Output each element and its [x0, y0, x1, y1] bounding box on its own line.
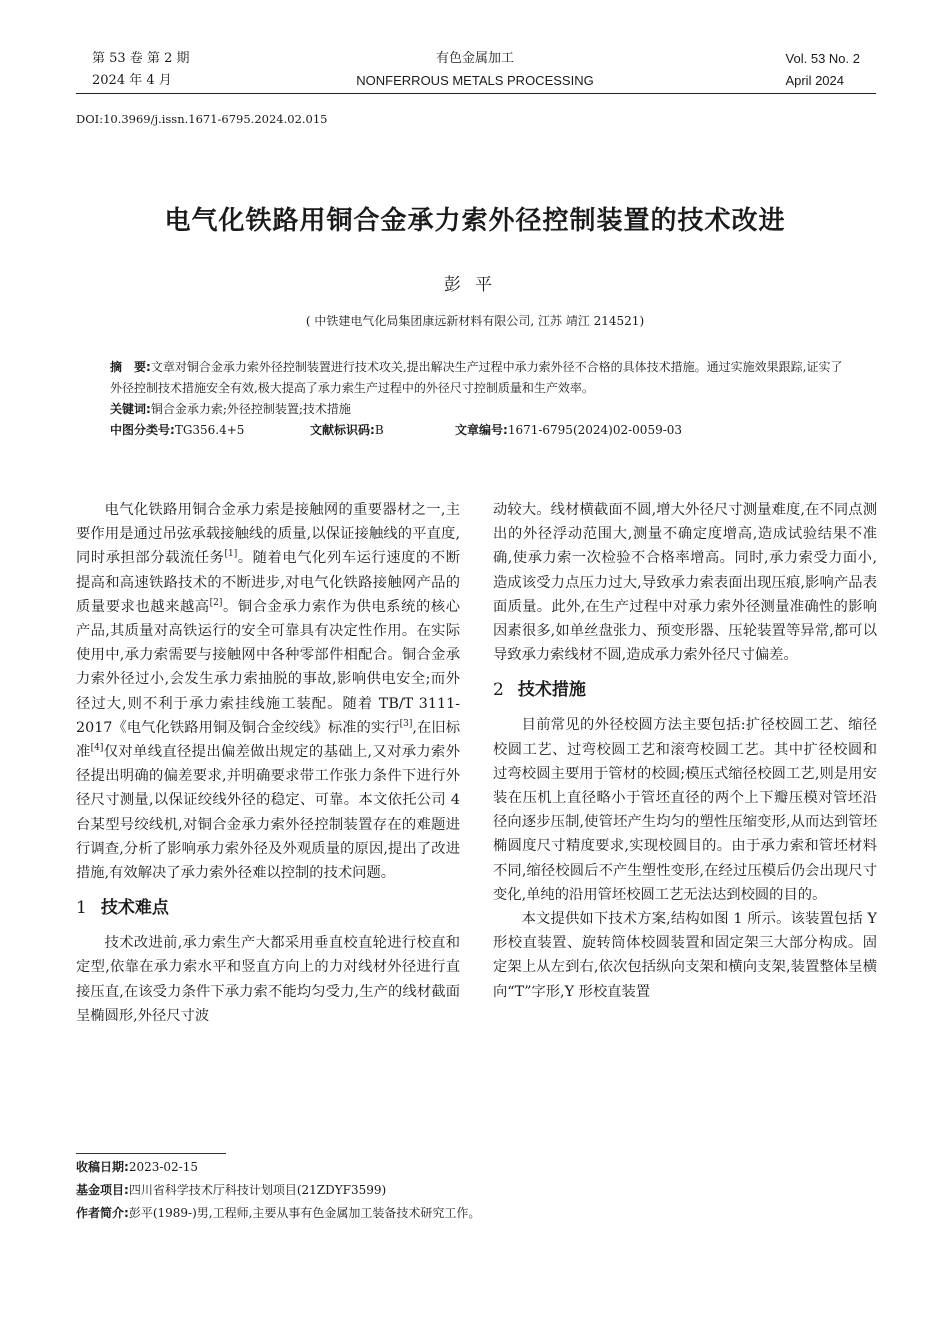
fund-project	[76, 1179, 480, 1202]
section-2-paragraph-2: 本文提供如下技术方案,结构如图 1 所示。该装置包括 Y 形校直装置、旋转筒体校圆装置和固定架三大部分构成。固定架上从左到右,依次包括纵向支架和横向支架,装置整体呈横向“T”字形,Y 形校直装置	[493, 911, 877, 1000]
author-name: 彭平	[444, 275, 506, 295]
section-1-title: 技术难点	[100, 898, 169, 919]
volume-issue-en: Vol. 53 No. 2	[785, 51, 860, 66]
keywords-text: 铜合金承力索;外径控制装置;技术措施	[150, 402, 351, 416]
section-1-heading	[76, 893, 460, 923]
journal-name-cn: 有色金属加工	[435, 51, 514, 66]
article-no-value: 1671-6795(2024)02-0059-03	[507, 423, 683, 437]
header-rule	[76, 93, 876, 94]
fund-label: 基金项目:	[76, 1183, 129, 1197]
abstract-block	[110, 357, 850, 441]
citation-3: [3]	[399, 719, 413, 730]
publication-date: 2024 年 4 月	[92, 73, 172, 88]
section-1-paragraph: 技术改进前,承力索生产大都采用垂直校直轮进行校直和定型,依靠在承力索水平和竖直方向上的力对线材外径进行直接压直,在该受力条件下承力索不能均匀受力,生产的线材截面呈椭圆形,外径尺寸波	[76, 935, 460, 1024]
bio-label: 作者简介:	[76, 1206, 129, 1220]
intro-text-4: ,在旧标准	[76, 719, 460, 761]
journal-name-en: NONFERROUS METALS PROCESSING	[356, 73, 594, 88]
article-number	[455, 420, 682, 441]
abstract-label: 摘 要:	[110, 360, 151, 374]
right-column	[493, 498, 877, 1004]
fund-value: 四川省科学技术厅科技计划项目(21ZDYF3599)	[128, 1183, 387, 1197]
doc-code-label: 文献标识码:	[310, 423, 375, 437]
citation-2: [2]	[209, 598, 223, 609]
keywords	[110, 399, 850, 420]
publication-date-en: April 2024	[785, 73, 844, 88]
clc-value: TG356.4+5	[174, 423, 245, 437]
bio-value: 彭平(1989-)男,工程师,主要从事有色金属加工装备技术研究工作。	[128, 1206, 481, 1220]
abstract	[110, 357, 850, 399]
left-column	[76, 498, 460, 1028]
citation-1: [1]	[224, 549, 238, 560]
clc-label: 中图分类号:	[110, 423, 175, 437]
affiliation: ( 中铁建电气化局集团康远新材料有限公司, 江苏 靖江 214521)	[305, 314, 645, 328]
section-2-title: 技术措施	[517, 680, 586, 701]
footnotes	[76, 1156, 480, 1225]
article-no-label: 文章编号:	[455, 423, 508, 437]
doi: DOI:10.3969/j.issn.1671-6795.2024.02.015	[76, 112, 328, 126]
footnote-rule	[76, 1153, 226, 1154]
intro-text-1: 电气化铁路用铜合金承力索是接触网的重要器材之一,主要作用是通过吊弦承载接触线的质量,以保证接触线的平直度,同时承担部分载流任务	[76, 502, 460, 567]
received-date	[76, 1156, 480, 1179]
document-code	[310, 420, 384, 441]
section-2-heading	[493, 675, 877, 705]
received-value: 2023-02-15	[128, 1160, 198, 1174]
clc-code	[110, 420, 244, 441]
citation-4: [4]	[90, 743, 104, 754]
abstract-text: 文章对铜合金承力索外径控制装置进行技术攻关,提出解决生产过程中承力索外径不合格的具体技术措施。通过实施效果跟踪,证实了外径控制技术措施安全有效,极大提高了承力索生产过程中的外径尺寸控制质量和生产效率。	[110, 360, 843, 395]
doc-code-value: B	[374, 423, 384, 437]
continued-paragraph: 动较大。线材横截面不圆,增大外径尺寸测量难度,在不同点测出的外径浮动范围大,测量不确定度增高,造成试验结果不准确,使承力索一次检验不合格率增高。同时,承力索受力面小,造成该受力点压力过大,导致承力索表面出现压痕,影响产品表面质量。此外,在生产过程中对承力索外径测量准确性的影响因素很多,如单丝盘张力、预变形器、压轮装置等异常,都可以导致承力索线材不圆,造成承力索外径尺寸偏差。	[493, 502, 877, 664]
received-label: 收稿日期:	[76, 1160, 129, 1174]
intro-text-5: 仅对单线直径提出偏差做出规定的基础上,又对承力索外径提出明确的偏差要求,并明确要求带工作张力条件下进行外径尺寸测量,以保证绞线外径的稳定、可靠。本文依托公司 4 台某型号绞线机,对铜合金承力索外径控制装置存在的难题进行调查,分析了影响承力索外径及外观质量的原因,提出了改进措施,有效解决了承力索外径难以控制的技术问题。	[76, 744, 460, 882]
intro-paragraph	[76, 498, 460, 885]
paper-title: 电气化铁路用铜合金承力索外径控制装置的技术改进	[164, 206, 786, 236]
author-bio	[76, 1202, 480, 1225]
intro-text-2: 。随着电气化列车运行速度的不断提高和高速铁路技术的不断进步,对电气化铁路接触网产品的质量要求也越来越高	[76, 550, 460, 615]
section-1-number: 1	[76, 898, 87, 919]
classification-row	[110, 420, 850, 441]
section-2-paragraph-1: 目前常见的外径校圆方法主要包括:扩径校圆工艺、缩径校圆工艺、过弯校圆工艺和滚弯校圆工艺。其中扩径校圆和过弯校圆主要用于管材的校圆;模压式缩径校圆工艺,则是用安装在压机上直径略小于管坯直径的两个上下瓣压模对管坯沿径向逐步压制,使管坯产生均匀的塑性压缩变形,从而达到管坯椭圆度尺寸精度要求,实现校圆目的。由于承力索和管坯材料不同,缩径校圆后不产生塑性变形,在经过压模后仍会出现尺寸变化,单纯的沿用管坯校圆工艺无法达到校圆的目的。	[493, 717, 877, 903]
volume-issue: 第 53 卷 第 2 期	[92, 51, 190, 66]
section-2-number: 2	[493, 680, 504, 701]
intro-text-3: 。铜合金承力索作为供电系统的核心产品,其质量对高铁运行的安全可靠具有决定性作用。在实际使用中,承力索需要与接触网中各种零部件相配合。铜合金承力索外径过小,会发生承力索抽脱的事故,影响供电安全;而外径过大,则不利于承力索挂线施工装配。随着 TB/T 3111-2017《电气化铁路用铜及铜合金绞线》标准的实行	[76, 598, 461, 736]
keywords-label: 关键词:	[110, 402, 151, 416]
